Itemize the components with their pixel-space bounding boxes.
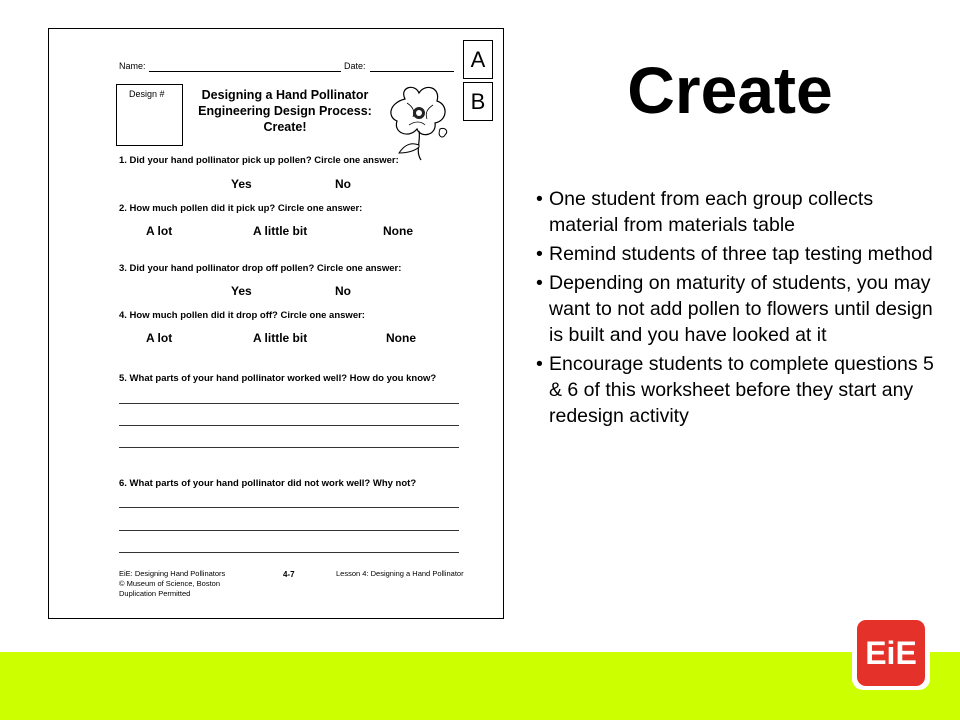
worksheet-title-line-1: Designing a Hand Pollinator [201,88,369,102]
bullet-dot: • [536,272,543,294]
question-1: 1. Did your hand pollinator pick up pollen? Circle one answer: [119,155,399,166]
answer-line [119,447,459,448]
q2-answer-a-little-bit: A little bit [253,224,308,238]
answer-line [119,403,459,404]
footer-line-1: EiE: Designing Hand Pollinators [119,569,226,578]
worksheet-title [185,87,385,135]
design-label: Design # [129,89,165,99]
worksheet-title-line-2: Engineering Design Process: [198,104,372,118]
q1-answer-no: No [335,177,351,191]
bullet-dot: • [536,188,543,210]
question-5: 5. What parts of your hand pollinator worked well? How do you know? [119,373,437,384]
q1-answer-yes: Yes [231,177,252,191]
question-6: 6. What parts of your hand pollinator did not work well? Why not? [119,478,417,489]
q4-answer-a-lot: A lot [146,331,173,345]
bullet-item [536,241,936,267]
tab-b: B [463,82,493,121]
question-3: 3. Did your hand pollinator drop off pollen? Circle one answer: [119,263,402,274]
bullet-text: Remind students of three tap testing method [549,243,933,265]
eie-logo: EiE [857,620,925,686]
worksheet-footer-left [119,569,225,599]
footer-line-3: Duplication Permitted [119,589,191,598]
worksheet-page-number: 4-7 [283,570,295,579]
bullet-list [536,186,936,432]
answer-line [119,552,459,553]
bullet-text: Depending on maturity of students, you may want to not add pollen to flowers until design is built and you have looked at it [549,272,933,346]
worksheet-footer-right: Lesson 4: Designing a Hand Pollinator [336,569,464,578]
date-line [370,71,454,72]
q2-answer-a-lot: A lot [146,224,173,238]
answer-line [119,507,459,508]
answer-line [119,425,459,426]
name-line [149,71,341,72]
q3-answer-no: No [335,284,351,298]
design-number-box [116,84,183,146]
eie-logo-frame [852,616,930,690]
bullet-dot: • [536,353,543,375]
footer-line-2: © Museum of Science, Boston [119,579,220,588]
bullet-text: Encourage students to complete questions 5 & 6 of this worksheet before they start any redesign activity [549,353,934,427]
worksheet-title-line-3: Create! [263,120,307,134]
bullet-item [536,270,936,348]
bullet-item [536,186,936,238]
slide-title: Create [627,53,833,127]
date-label: Date: [344,61,366,71]
q3-answer-yes: Yes [231,284,252,298]
tab-a: A [463,40,493,79]
worksheet-page [48,28,504,619]
bullet-item [536,351,936,429]
answer-line [119,530,459,531]
bottom-color-band [0,652,960,720]
question-2: 2. How much pollen did it pick up? Circle one answer: [119,203,363,214]
q4-answer-none: None [386,331,416,345]
name-label: Name: [119,61,146,71]
question-4: 4. How much pollen did it drop off? Circle one answer: [119,310,365,321]
q4-answer-a-little-bit: A little bit [253,331,308,345]
bullet-dot: • [536,243,543,265]
bullet-text: One student from each group collects material from materials table [549,188,874,236]
q2-answer-none: None [383,224,413,238]
flower-icon [385,81,457,161]
